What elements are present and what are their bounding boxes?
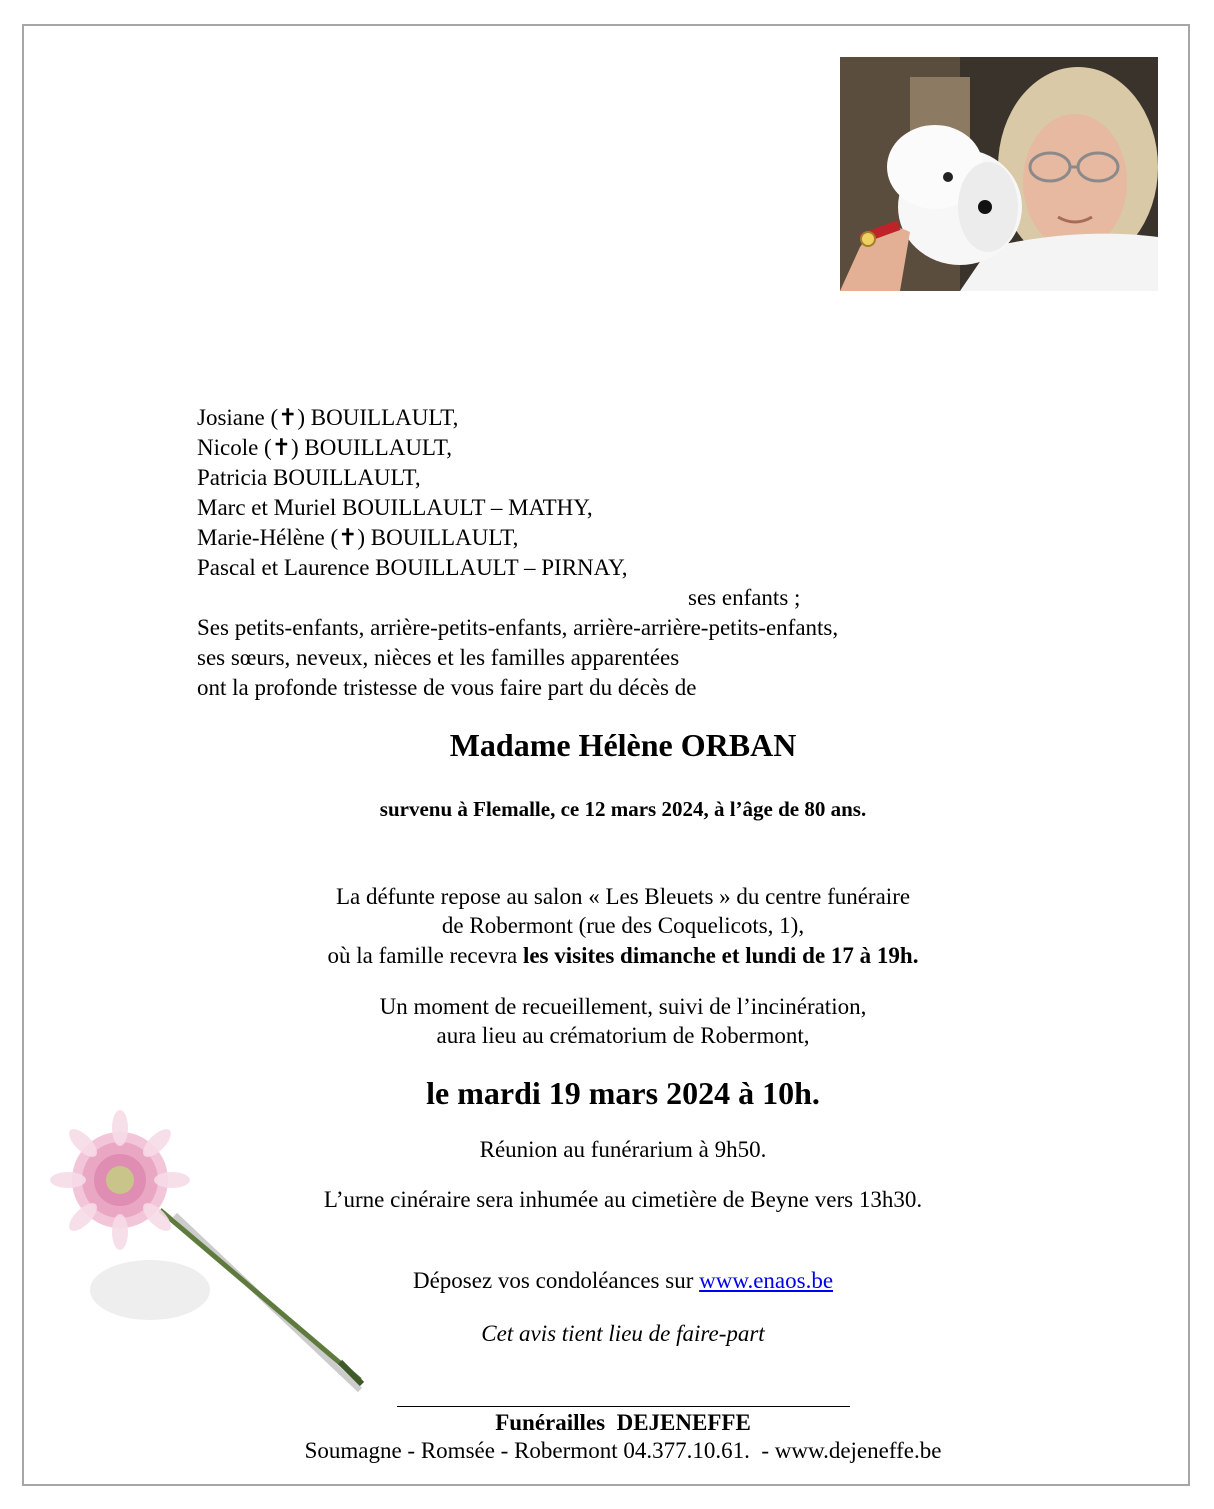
family-others: Ses petits-enfants, arrière-petits-enfants, arrière-arrière-petits-enfants, — [197, 615, 839, 640]
deceased-name: Madame Hélène ORBAN — [449, 727, 797, 763]
funeral-home-contact: Soumagne - Romsée - Robermont 04.377.10.61. - www.dejeneffe.be — [304, 1438, 942, 1463]
condolences-line — [0, 1266, 1214, 1296]
family-member: Josiane (✝) BOUILLAULT, — [197, 405, 459, 430]
family-member: Pascal et Laurence BOUILLAULT – PIRNAY, — [197, 555, 628, 580]
portrait-photo — [840, 57, 1158, 291]
repose-line-1: La défunte repose au salon « Les Bleuets » du centre funéraire — [335, 884, 911, 909]
ceremony-line-2: aura lieu au crématorium de Robermont, — [436, 1023, 810, 1048]
ceremony-line-1: Un moment de recueillement, suivi de l’incinération, — [379, 994, 867, 1019]
visiting-hours: les visites dimanche et lundi de 17 à 19h. — [522, 943, 919, 968]
family-role: ses enfants ; — [688, 585, 801, 610]
notice-text: Cet avis tient lieu de faire-part — [481, 1321, 765, 1346]
condolences-prefix: Déposez vos condoléances sur — [412, 1268, 700, 1293]
enaos-link[interactable]: www.enaos.be — [699, 1268, 834, 1293]
death-details: survenu à Flemalle, ce 12 mars 2024, à l’âge de 80 ans. — [379, 797, 867, 821]
family-member: Patricia BOUILLAULT, — [197, 465, 421, 490]
family-member: Marc et Muriel BOUILLAULT – MATHY, — [197, 495, 593, 520]
repose-line-3 — [0, 941, 1214, 971]
funeral-home-name: Funérailles DEJENEFFE — [495, 1410, 751, 1435]
repose-line-2: de Robermont (rue des Coquelicots, 1), — [441, 913, 805, 938]
family-others: ses sœurs, neveux, nièces et les familles apparentées — [197, 645, 680, 670]
meeting-info: Réunion au funérarium à 9h50. — [479, 1137, 767, 1162]
family-member: Marie-Hélène (✝) BOUILLAULT, — [197, 525, 519, 550]
ceremony-date: le mardi 19 mars 2024 à 10h. — [426, 1075, 820, 1111]
family-member: Nicole (✝) BOUILLAULT, — [197, 435, 452, 460]
divider — [397, 1406, 850, 1407]
urn-info: L’urne cinéraire sera inhumée au cimetière de Beyne vers 13h30. — [323, 1187, 923, 1212]
family-announcement — [197, 403, 957, 703]
repose-prefix: où la famille recevra — [327, 943, 523, 968]
family-others: ont la profonde tristesse de vous faire part du décès de — [197, 675, 697, 700]
